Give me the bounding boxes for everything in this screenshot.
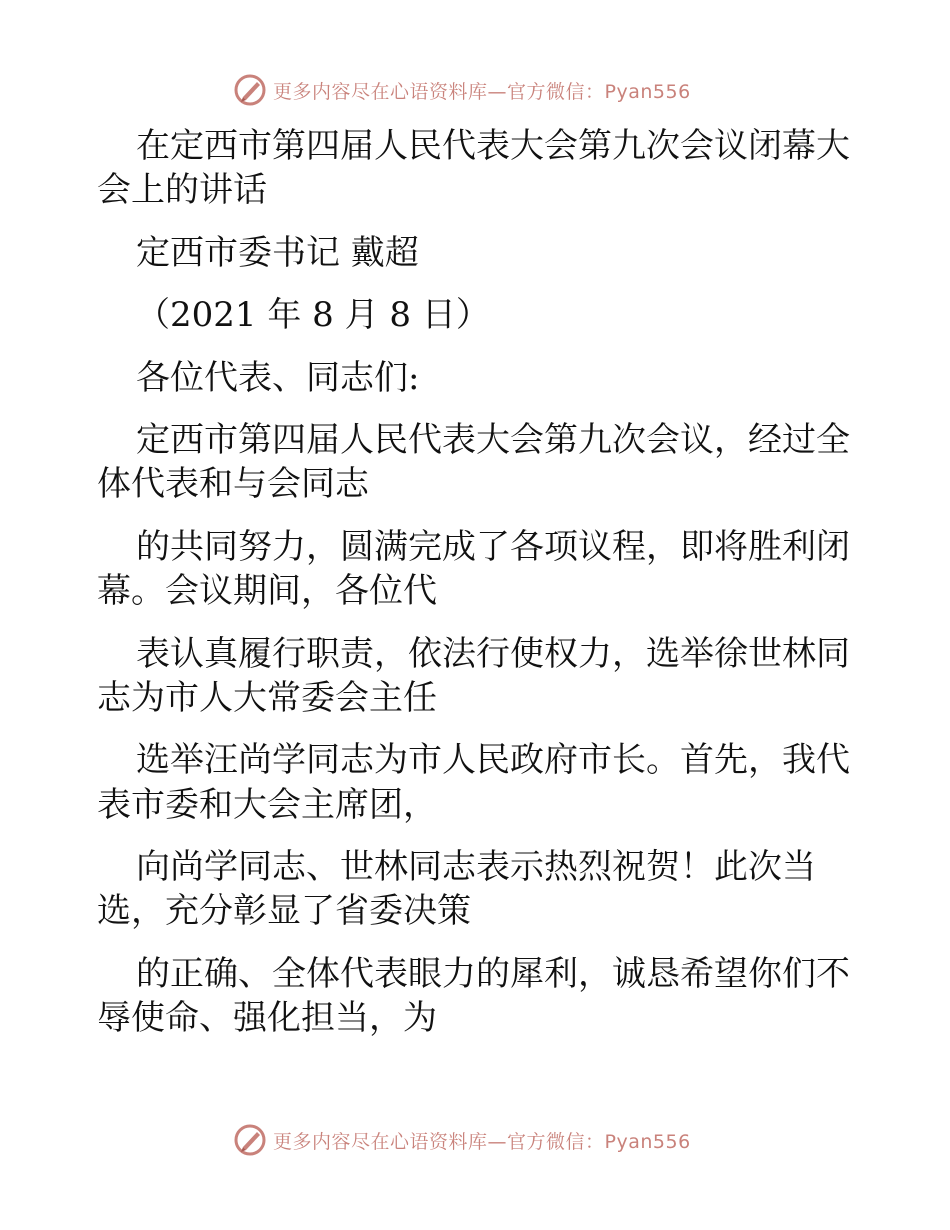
- paragraph-line: 定西市第四届人民代表大会第九次会议，经过全: [136, 419, 850, 460]
- paragraph-line: 表认真履行职责，依法行使权力，选举徐世林同: [136, 633, 850, 674]
- paragraph-line: 选举汪尚学同志为市人民政府市长。首先，我代: [136, 740, 850, 781]
- paragraph-line: 的共同努力，圆满完成了各项议程，即将胜利闭: [136, 526, 850, 567]
- paragraph-line: 选，充分彰显了省委决策: [97, 891, 471, 932]
- watermark-text: 更多内容尽在心语资料库—官方微信：Pyan556: [273, 80, 691, 103]
- watermark-text: 更多内容尽在心语资料库—官方微信：Pyan556: [273, 1130, 691, 1153]
- paragraph-line: 幕。会议期间，各位代: [97, 571, 437, 612]
- paragraph-line: 的正确、全体代表眼力的犀利，诚恳希望你们不: [136, 953, 850, 994]
- document-title: 在定西市第四届人民代表大会第九次会议闭幕大: [136, 126, 850, 166]
- paragraph-line: 志为市人大常委会主任: [97, 677, 437, 718]
- document-date: （2021 年 8 月 8 日）: [136, 295, 490, 336]
- paragraph-line: 辱使命、强化担当，为: [97, 998, 437, 1039]
- paragraph-line: 体代表和与会同志: [97, 464, 369, 505]
- pen-circle-logo-icon: [233, 73, 267, 107]
- footer-watermark: [233, 1120, 691, 1160]
- paragraph-line: 向尚学同志、世林同志表示热烈祝贺！此次当: [136, 847, 816, 888]
- document-body: [97, 124, 857, 1041]
- document-author: 定西市委书记 戴超: [136, 232, 419, 273]
- header-watermark: [233, 70, 691, 110]
- pen-circle-logo-icon: [233, 1123, 267, 1157]
- paragraph-line: 表市委和大会主席团，: [97, 784, 437, 825]
- document-salutation: 各位代表、同志们:: [136, 357, 420, 398]
- document-title-continued: 会上的讲话: [97, 170, 267, 211]
